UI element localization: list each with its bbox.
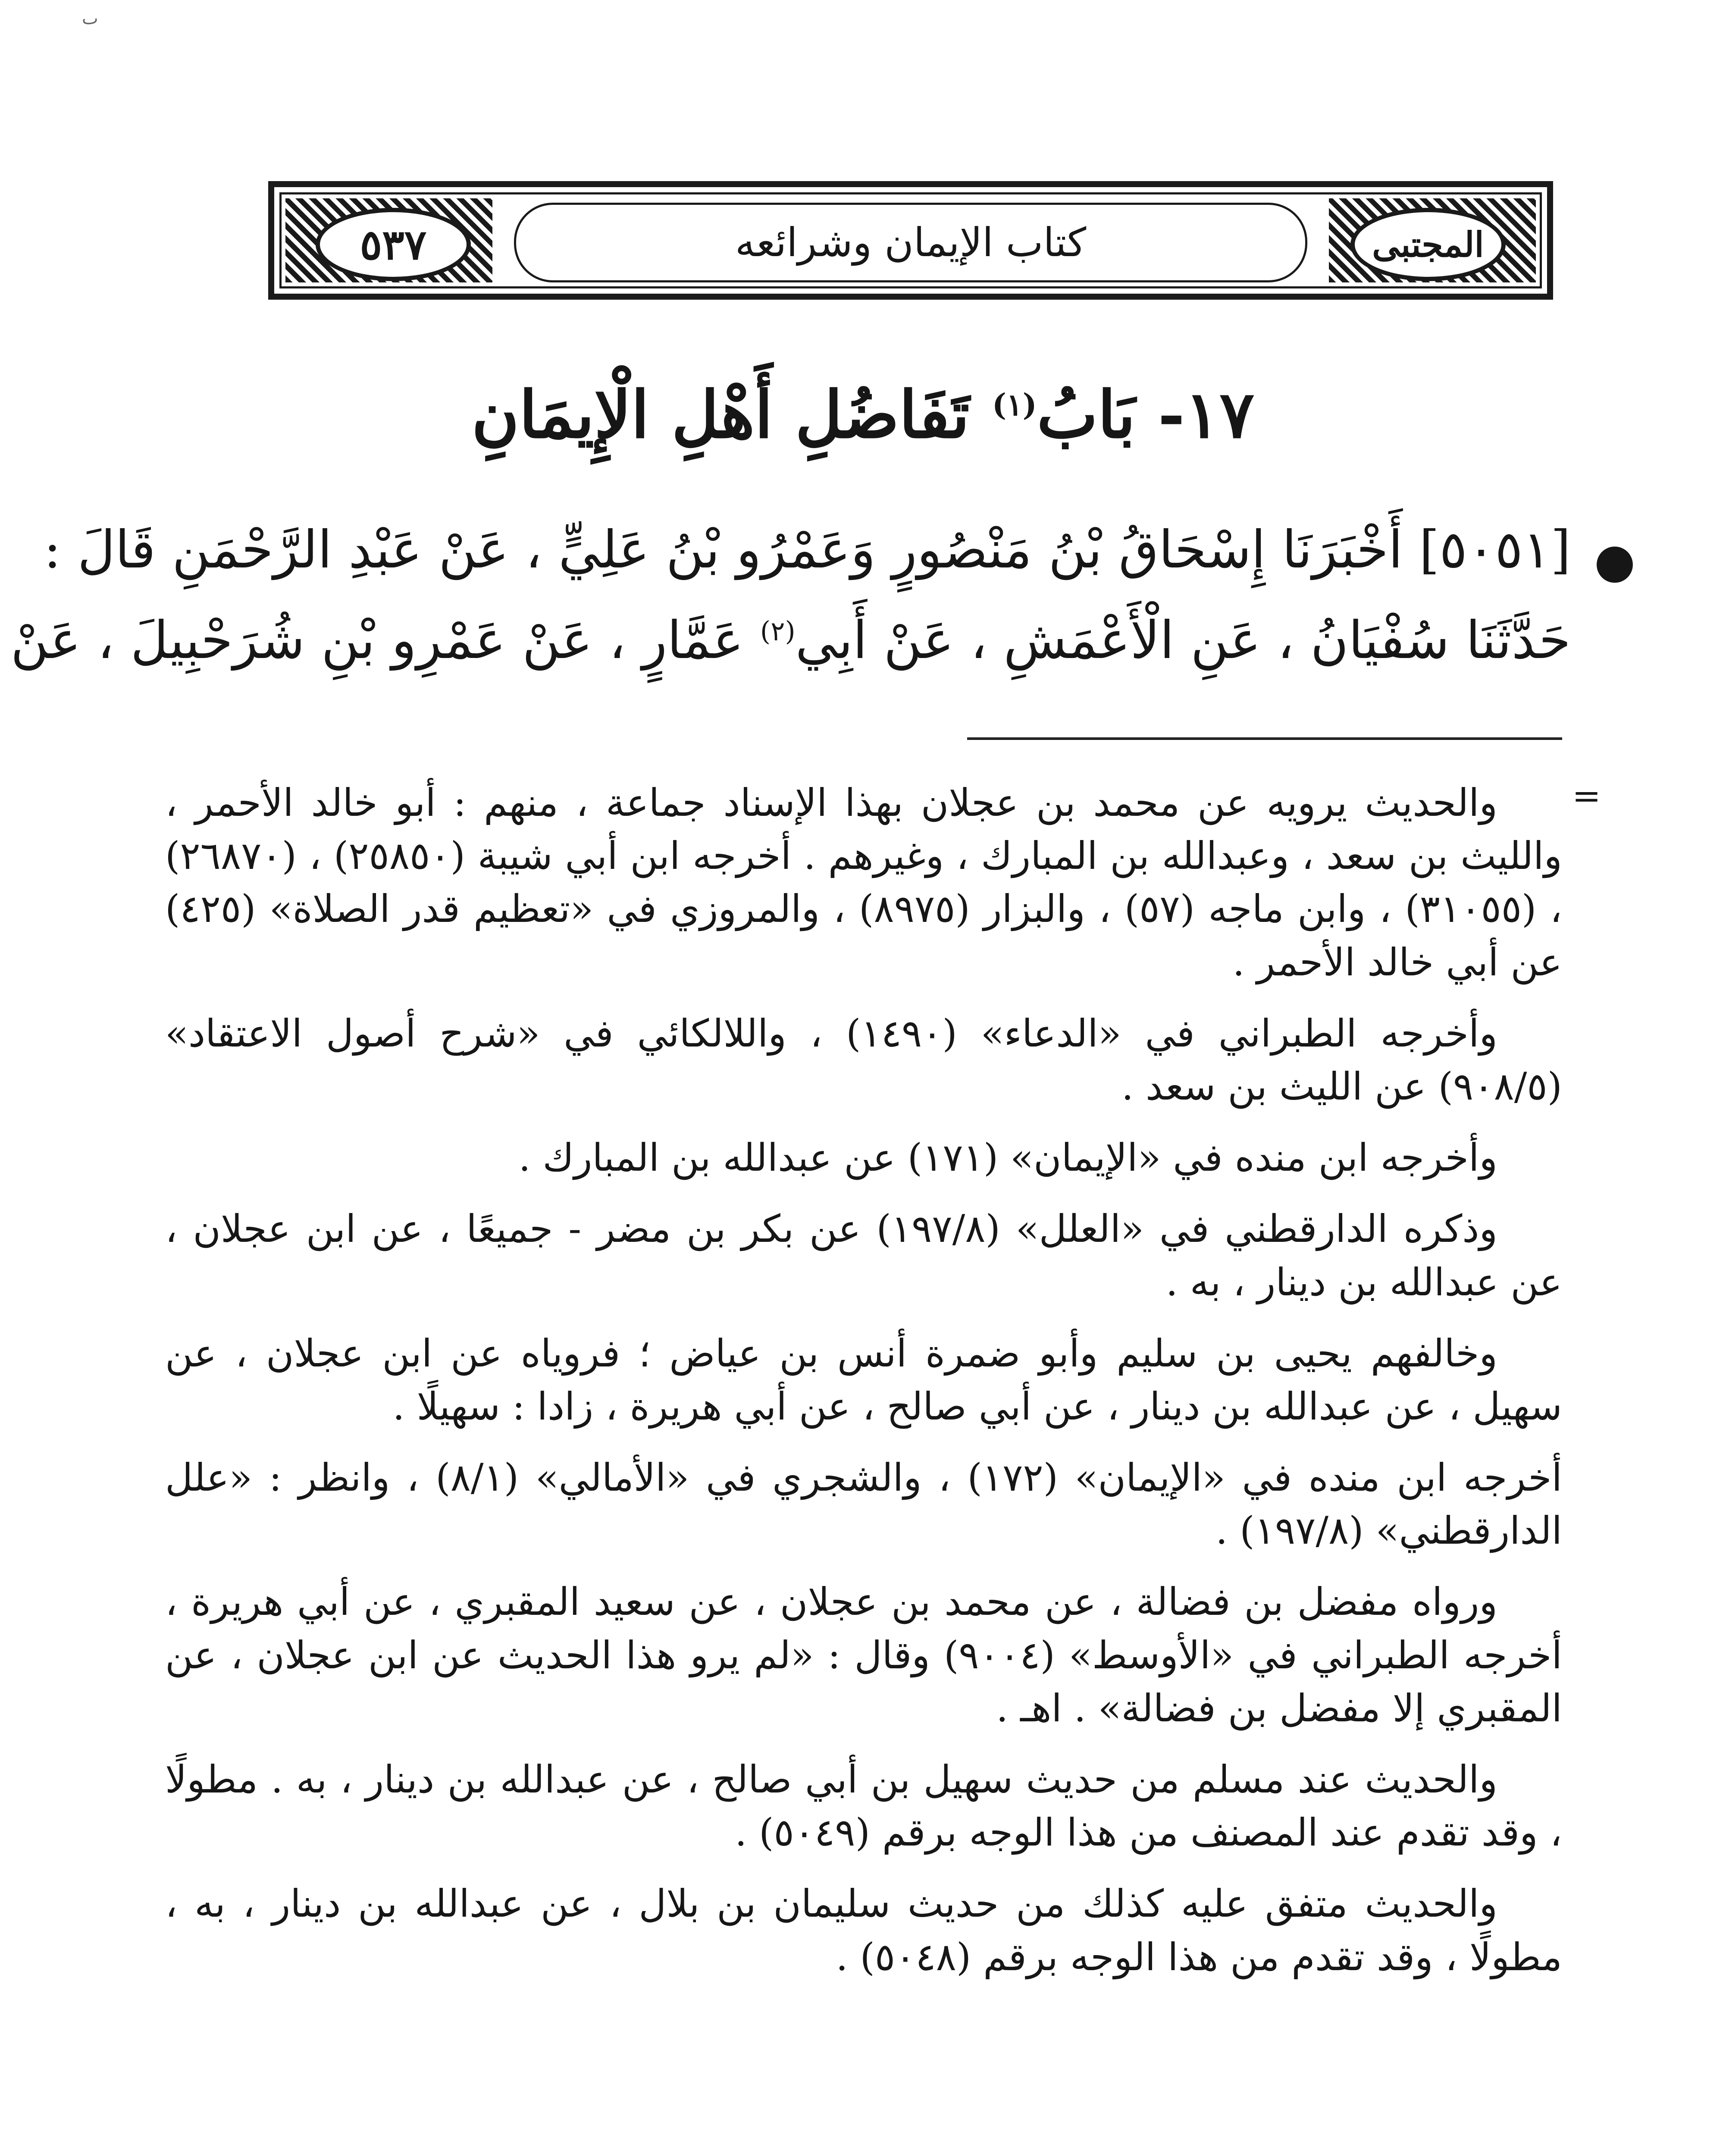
chapter-number: ١٧- بَابُ: [1037, 377, 1255, 453]
page-number: ٥٣٧: [316, 208, 471, 281]
hadith-line-1: [44, 520, 1635, 588]
hadith-line-2a: حَدَّثَنَا سُفْيَانُ ، عَنِ الْأَعْمَشِ ، عَنْ أَبِي: [795, 611, 1571, 671]
hadith-line-2: [10, 611, 1571, 671]
top-corner-mark: ٮ: [82, 9, 98, 28]
chapter-heading: [0, 379, 1726, 451]
hadith-line-2b: عَمَّارٍ ، عَنْ عَمْرِو بْنِ شُرَحْبِيلَ ، عَنْ: [10, 611, 744, 671]
running-title: كتاب الإيمان وشرائعه: [735, 219, 1087, 266]
chapter-title: تَفَاضُلِ أَهْلِ الْإِيمَانِ: [471, 377, 970, 453]
commentary: [165, 776, 1601, 2002]
footnote-separator: [967, 737, 1562, 740]
note-paragraph: ورواه مفضل بن فضالة ، عن محمد بن عجلان ، عن سعيد المقبري ، عن أبي هريرة ، أخرجه الطبراني في «الأوسط» (٩٠٠٤) وقال : «لم يرو هذا الحديث عن ابن عجلان ، عن المقبري إلا مفضل بن فضالة» . اهـ .: [165, 1579, 1563, 1730]
chapter-note-ref: (١): [992, 387, 1037, 423]
running-title-box: [514, 203, 1307, 282]
note-paragraph: والحديث عند مسلم من حديث سهيل بن أبي صالح ، عن عبدالله بن دينار ، به . مطولًا ، وقد تقدم عند المصنف من هذا الوجه برقم (٥٠٤٩) .: [165, 1757, 1562, 1855]
hadith-note-ref: (٢): [760, 615, 796, 647]
book-logo: المجتبى: [1350, 208, 1506, 281]
note-paragraph: والحديث متفق عليه كذلك من حديث سليمان بن بلال ، عن عبدالله بن دينار ، به ، مطولًا ، وقد تقدم من هذا الوجه برقم (٥٠٤٨) .: [165, 1881, 1562, 1979]
note-paragraph: وأخرجه ابن منده في «الإيمان» (١٧١) عن عبدالله بن المبارك .: [518, 1135, 1497, 1180]
note-paragraph: أخرجه ابن منده في «الإيمان» (١٧٢) ، والشجري في «الأمالي» (٨/١) ، وانظر : «علل الدارقطني» (١٩٧/٨) .: [165, 1455, 1562, 1553]
bullet-icon: ●: [1594, 533, 1635, 588]
note-paragraph: والحديث يرويه عن محمد بن عجلان بهذا الإسناد جماعة ، منهم : أبو خالد الأحمر ، والليث بن سعد ، وعبدالله بن المبارك ، وغيرهم . أخرجه ابن أبي شيبة (٢٥٨٥٠) ، (٢٦٨٧٠) ، (٣١٠٥٥) ، وابن ماجه (٥٧) ، والبزار (٨٩٧٥) ، والمروزي في «تعظيم قدر الصلاة» (٤٢٥) عن أبي خالد الأحمر .: [165, 780, 1562, 984]
note-paragraph: وأخرجه الطبراني في «الدعاء» (١٤٩٠) ، واللالكائي في «شرح أصول الاعتقاد» (٩٠٨/٥) عن الليث بن سعد .: [165, 1011, 1562, 1109]
continuation-mark: =: [1572, 776, 1601, 816]
hadith-line-1-text: [٥٠٥١] أَخْبَرَنَا إِسْحَاقُ بْنُ مَنْصُورٍ وَعَمْرُو بْنُ عَلِيٍّ ، عَنْ عَبْدِ الرَّحْمَنِ قَالَ :: [44, 520, 1571, 580]
note-paragraph: وذكره الدارقطني في «العلل» (١٩٧/٨) عن بكر بن مضر - جميعًا ، عن ابن عجلان ، عن عبدالله بن دينار ، به .: [165, 1206, 1562, 1304]
note-paragraph: وخالفهم يحيى بن سليم وأبو ضمرة أنس بن عياض ؛ فروياه عن ابن عجلان ، عن سهيل ، عن عبدالله بن دينار ، عن أبي صالح ، عن أبي هريرة ، زادا : سهيلًا .: [165, 1331, 1562, 1429]
page-header: [268, 181, 1553, 300]
